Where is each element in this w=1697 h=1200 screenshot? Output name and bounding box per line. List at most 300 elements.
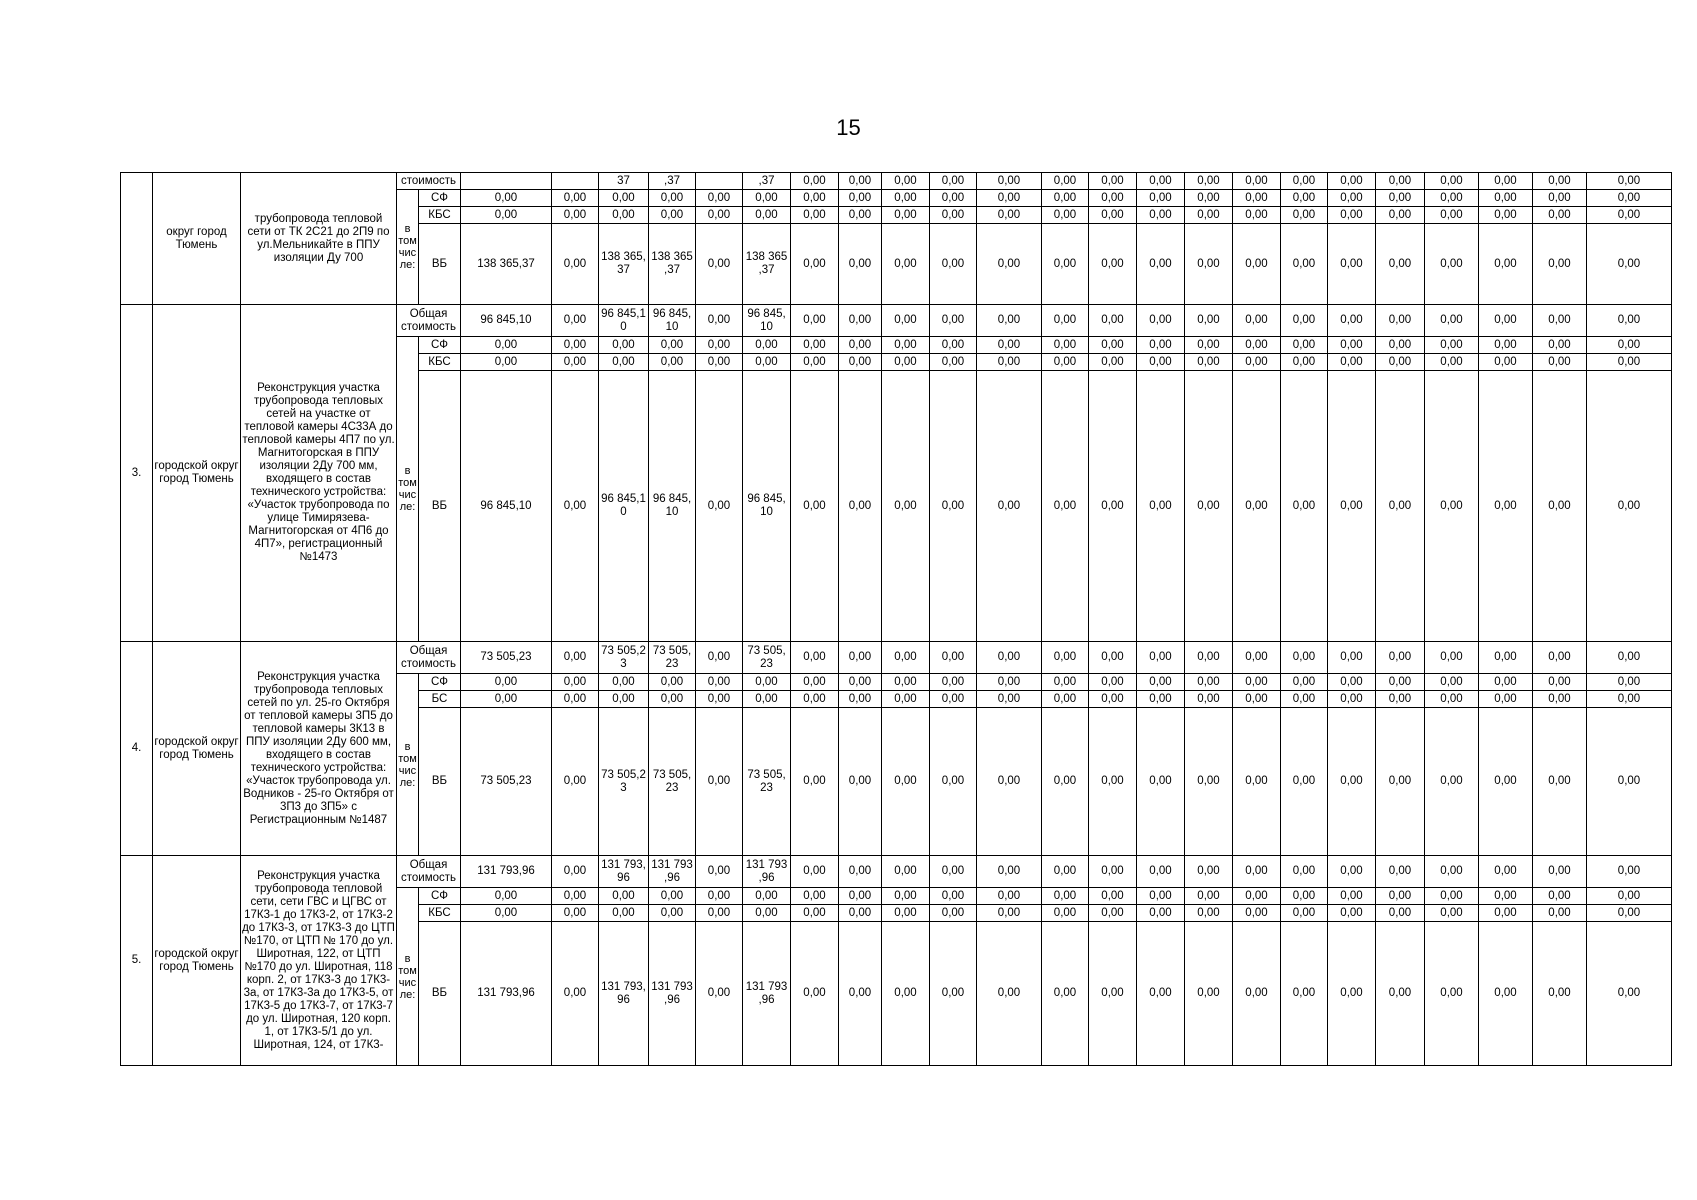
zero-cell: 0,00	[977, 856, 1042, 888]
funding-source-label: СФ	[419, 674, 461, 691]
funding-source-label: КБС	[419, 905, 461, 922]
funding-source-label: ВБ	[419, 922, 461, 1066]
zero-cell: 0,00	[839, 224, 882, 305]
value-cell: 131 793 ,96	[649, 922, 696, 1066]
zero-cell: 0,00	[1137, 922, 1185, 1066]
zero-cell: 0,00	[1328, 642, 1376, 674]
zero-cell: 0,00	[1042, 190, 1089, 207]
value-cell: 0,00	[743, 354, 791, 371]
zero-cell: 0,00	[839, 674, 882, 691]
zero-cell: 0,00	[1425, 305, 1479, 337]
zero-cell: 0,00	[1185, 305, 1233, 337]
zero-cell: 0,00	[1425, 371, 1479, 642]
zero-cell: 0,00	[1137, 708, 1185, 856]
value-cell: ,37	[649, 173, 696, 190]
value-cell: 0,00	[552, 905, 599, 922]
value-cell: 73 505, 23	[743, 642, 791, 674]
zero-cell: 0,00	[839, 708, 882, 856]
value-cell: 96 845, 10	[743, 305, 791, 337]
zero-cell: 0,00	[1089, 708, 1137, 856]
zero-cell: 0,00	[977, 922, 1042, 1066]
value-cell: 131 793 ,96	[743, 856, 791, 888]
zero-cell: 0,00	[882, 856, 930, 888]
zero-cell: 0,00	[791, 354, 839, 371]
zero-cell: 0,00	[882, 642, 930, 674]
zero-cell: 0,00	[1376, 224, 1425, 305]
zero-cell: 0,00	[977, 905, 1042, 922]
zero-cell: 0,00	[977, 190, 1042, 207]
zero-cell: 0,00	[1042, 224, 1089, 305]
zero-cell: 0,00	[791, 691, 839, 708]
zero-cell: 0,00	[1233, 708, 1281, 856]
zero-cell: 0,00	[791, 173, 839, 190]
zero-cell: 0,00	[1533, 708, 1587, 856]
zero-cell: 0,00	[1281, 642, 1328, 674]
zero-cell: 0,00	[1328, 371, 1376, 642]
table-row	[121, 642, 1672, 674]
zero-cell: 0,00	[1233, 691, 1281, 708]
zero-cell: 0,00	[1281, 371, 1328, 642]
zero-cell: 0,00	[1587, 190, 1672, 207]
zero-cell: 0,00	[1479, 856, 1533, 888]
zero-cell: 0,00	[1089, 354, 1137, 371]
zero-cell: 0,00	[882, 371, 930, 642]
value-cell: 0,00	[461, 354, 552, 371]
budget-table	[120, 172, 1672, 1066]
zero-cell: 0,00	[1376, 190, 1425, 207]
zero-cell: 0,00	[1185, 207, 1233, 224]
zero-cell: 0,00	[1587, 337, 1672, 354]
zero-cell: 0,00	[1233, 173, 1281, 190]
zero-cell: 0,00	[1185, 905, 1233, 922]
zero-cell: 0,00	[839, 337, 882, 354]
funding-source-label: ВБ	[419, 224, 461, 305]
value-cell: 0,00	[743, 691, 791, 708]
zero-cell: 0,00	[977, 224, 1042, 305]
zero-cell: 0,00	[791, 856, 839, 888]
municipality: городской округ город Тюмень	[153, 305, 241, 642]
zero-cell: 0,00	[1089, 674, 1137, 691]
zero-cell: 0,00	[1425, 856, 1479, 888]
zero-cell: 0,00	[1185, 922, 1233, 1066]
value-cell: 0,00	[696, 224, 743, 305]
zero-cell: 0,00	[1089, 905, 1137, 922]
zero-cell: 0,00	[839, 354, 882, 371]
page-number: 15	[836, 115, 861, 140]
zero-cell: 0,00	[1233, 642, 1281, 674]
zero-cell: 0,00	[1376, 354, 1425, 371]
value-cell: 73 505,2 3	[599, 708, 649, 856]
value-cell: 37	[599, 173, 649, 190]
zero-cell: 0,00	[1479, 371, 1533, 642]
zero-cell: 0,00	[882, 691, 930, 708]
value-cell: 73 505,23	[461, 708, 552, 856]
zero-cell: 0,00	[1425, 207, 1479, 224]
zero-cell: 0,00	[1137, 691, 1185, 708]
zero-cell: 0,00	[1042, 856, 1089, 888]
zero-cell: 0,00	[1425, 922, 1479, 1066]
zero-cell: 0,00	[1425, 224, 1479, 305]
funding-source-label: СФ	[419, 190, 461, 207]
zero-cell: 0,00	[1233, 905, 1281, 922]
zero-cell: 0,00	[1479, 905, 1533, 922]
value-cell: 0,00	[743, 207, 791, 224]
zero-cell: 0,00	[791, 888, 839, 905]
municipality: городской округ город Тюмень	[153, 642, 241, 856]
value-cell: 131 793, 96	[599, 922, 649, 1066]
value-cell: 0,00	[461, 674, 552, 691]
zero-cell: 0,00	[882, 305, 930, 337]
value-cell: 0,00	[696, 674, 743, 691]
zero-cell: 0,00	[930, 354, 977, 371]
zero-cell: 0,00	[1281, 305, 1328, 337]
value-cell: 0,00	[696, 190, 743, 207]
zero-cell: 0,00	[1185, 856, 1233, 888]
zero-cell: 0,00	[1533, 354, 1587, 371]
zero-cell: 0,00	[882, 922, 930, 1066]
zero-cell: 0,00	[1137, 856, 1185, 888]
zero-cell: 0,00	[1425, 190, 1479, 207]
zero-cell: 0,00	[930, 674, 977, 691]
record-number: 3.	[121, 305, 153, 642]
zero-cell: 0,00	[930, 691, 977, 708]
zero-cell: 0,00	[1425, 674, 1479, 691]
zero-cell: 0,00	[1587, 354, 1672, 371]
value-cell: 131 793, 96	[599, 856, 649, 888]
zero-cell: 0,00	[1328, 173, 1376, 190]
zero-cell: 0,00	[882, 888, 930, 905]
value-cell: 0,00	[552, 224, 599, 305]
zero-cell: 0,00	[1185, 190, 1233, 207]
zero-cell: 0,00	[1479, 190, 1533, 207]
zero-cell: 0,00	[1533, 305, 1587, 337]
zero-cell: 0,00	[1587, 691, 1672, 708]
zero-cell: 0,00	[1233, 337, 1281, 354]
including-label: в том чис ле:	[397, 888, 419, 1066]
value-cell: 131 793 ,96	[649, 856, 696, 888]
funding-source-label: СФ	[419, 888, 461, 905]
zero-cell: 0,00	[1185, 354, 1233, 371]
value-cell: 0,00	[743, 674, 791, 691]
value-cell: 0,00	[696, 207, 743, 224]
work-description: трубопровода тепловой сети от ТК 2С21 до 2П9 по ул.Мельникайте в ППУ изоляции Ду 700	[241, 173, 397, 305]
value-cell: 0,00	[649, 888, 696, 905]
zero-cell: 0,00	[1042, 708, 1089, 856]
zero-cell: 0,00	[1137, 337, 1185, 354]
value-cell: 0,00	[696, 691, 743, 708]
zero-cell: 0,00	[791, 305, 839, 337]
value-cell: 96 845,10	[461, 371, 552, 642]
zero-cell: 0,00	[1425, 337, 1479, 354]
zero-cell: 0,00	[1042, 371, 1089, 642]
work-description: Реконструкция участка трубопровода тепловых сетей на участке от тепловой камеры 4С33А до тепловой камеры 4П7 по ул. Магнитогорская в ППУ изоляции 2Ду 700 мм, входящего в состав технического устройства: «Участок трубопровода по улице Тимирязева-Магнитогорская от 4П6 до 4П7», регистрационный №1473	[241, 305, 397, 642]
zero-cell: 0,00	[1533, 207, 1587, 224]
value-cell: 0,00	[461, 207, 552, 224]
zero-cell: 0,00	[930, 905, 977, 922]
zero-cell: 0,00	[1533, 905, 1587, 922]
value-cell: 131 793 ,96	[743, 922, 791, 1066]
zero-cell: 0,00	[1089, 642, 1137, 674]
zero-cell: 0,00	[1328, 856, 1376, 888]
zero-cell: 0,00	[1587, 674, 1672, 691]
zero-cell: 0,00	[930, 371, 977, 642]
zero-cell: 0,00	[1328, 674, 1376, 691]
zero-cell: 0,00	[839, 856, 882, 888]
value-cell: 73 505, 23	[649, 642, 696, 674]
zero-cell: 0,00	[1376, 905, 1425, 922]
zero-cell: 0,00	[1587, 642, 1672, 674]
value-cell: 0,00	[649, 207, 696, 224]
zero-cell: 0,00	[1587, 371, 1672, 642]
zero-cell: 0,00	[1587, 305, 1672, 337]
funding-source-label: ВБ	[419, 708, 461, 856]
zero-cell: 0,00	[839, 173, 882, 190]
zero-cell: 0,00	[1533, 224, 1587, 305]
zero-cell: 0,00	[977, 305, 1042, 337]
record-number: 4.	[121, 642, 153, 856]
value-cell: 0,00	[461, 691, 552, 708]
zero-cell: 0,00	[1281, 207, 1328, 224]
zero-cell: 0,00	[1425, 691, 1479, 708]
value-cell: 0,00	[696, 856, 743, 888]
cost-label: стоимость	[397, 173, 461, 190]
zero-cell: 0,00	[1533, 888, 1587, 905]
value-cell: 0,00	[599, 691, 649, 708]
zero-cell: 0,00	[1533, 337, 1587, 354]
value-cell	[461, 173, 552, 190]
value-cell: 0,00	[552, 642, 599, 674]
zero-cell: 0,00	[1376, 207, 1425, 224]
zero-cell: 0,00	[1137, 905, 1185, 922]
zero-cell: 0,00	[1587, 888, 1672, 905]
zero-cell: 0,00	[1376, 691, 1425, 708]
zero-cell: 0,00	[1533, 856, 1587, 888]
zero-cell: 0,00	[791, 708, 839, 856]
zero-cell: 0,00	[1281, 922, 1328, 1066]
zero-cell: 0,00	[1042, 642, 1089, 674]
table-row	[121, 856, 1672, 888]
value-cell: 0,00	[552, 371, 599, 642]
zero-cell: 0,00	[1479, 337, 1533, 354]
value-cell: 0,00	[552, 856, 599, 888]
including-label: в том чис ле:	[397, 190, 419, 305]
zero-cell: 0,00	[1042, 207, 1089, 224]
zero-cell: 0,00	[882, 905, 930, 922]
zero-cell: 0,00	[1089, 337, 1137, 354]
zero-cell: 0,00	[1376, 371, 1425, 642]
value-cell: 96 845,10	[461, 305, 552, 337]
zero-cell: 0,00	[1233, 674, 1281, 691]
zero-cell: 0,00	[1479, 691, 1533, 708]
zero-cell: 0,00	[1089, 922, 1137, 1066]
zero-cell: 0,00	[1137, 190, 1185, 207]
value-cell: 96 845, 10	[743, 371, 791, 642]
zero-cell: 0,00	[977, 888, 1042, 905]
zero-cell: 0,00	[1479, 207, 1533, 224]
funding-source-label: БС	[419, 691, 461, 708]
zero-cell: 0,00	[791, 642, 839, 674]
zero-cell: 0,00	[1042, 305, 1089, 337]
value-cell: 0,00	[552, 354, 599, 371]
zero-cell: 0,00	[1233, 856, 1281, 888]
zero-cell: 0,00	[1042, 691, 1089, 708]
zero-cell: 0,00	[1233, 224, 1281, 305]
value-cell: 138 365 ,37	[649, 224, 696, 305]
zero-cell: 0,00	[1089, 305, 1137, 337]
value-cell: 0,00	[552, 305, 599, 337]
zero-cell: 0,00	[1533, 642, 1587, 674]
zero-cell: 0,00	[1425, 173, 1479, 190]
zero-cell: 0,00	[1533, 371, 1587, 642]
zero-cell: 0,00	[1479, 354, 1533, 371]
zero-cell: 0,00	[1042, 674, 1089, 691]
zero-cell: 0,00	[1587, 708, 1672, 856]
zero-cell: 0,00	[1233, 922, 1281, 1066]
zero-cell: 0,00	[1233, 190, 1281, 207]
value-cell: 131 793,96	[461, 922, 552, 1066]
funding-source-label: ВБ	[419, 371, 461, 642]
zero-cell: 0,00	[1376, 337, 1425, 354]
zero-cell: 0,00	[977, 642, 1042, 674]
zero-cell: 0,00	[882, 337, 930, 354]
zero-cell: 0,00	[1479, 305, 1533, 337]
funding-source-label: КБС	[419, 207, 461, 224]
cost-label: Общая стоимость	[397, 856, 461, 888]
zero-cell: 0,00	[1137, 224, 1185, 305]
value-cell: 0,00	[696, 905, 743, 922]
cost-label: Общая стоимость	[397, 642, 461, 674]
zero-cell: 0,00	[882, 224, 930, 305]
value-cell: 0,00	[552, 674, 599, 691]
zero-cell: 0,00	[1328, 224, 1376, 305]
zero-cell: 0,00	[1042, 173, 1089, 190]
value-cell: 0,00	[649, 190, 696, 207]
zero-cell: 0,00	[882, 207, 930, 224]
zero-cell: 0,00	[977, 708, 1042, 856]
zero-cell: 0,00	[930, 224, 977, 305]
value-cell: 0,00	[696, 642, 743, 674]
zero-cell: 0,00	[882, 708, 930, 856]
zero-cell: 0,00	[1376, 305, 1425, 337]
value-cell: 73 505, 23	[743, 708, 791, 856]
table-row	[121, 305, 1672, 337]
zero-cell: 0,00	[1328, 337, 1376, 354]
value-cell: 0,00	[599, 888, 649, 905]
zero-cell: 0,00	[791, 905, 839, 922]
zero-cell: 0,00	[791, 224, 839, 305]
value-cell: 0,00	[461, 888, 552, 905]
zero-cell: 0,00	[1281, 888, 1328, 905]
value-cell: 0,00	[649, 691, 696, 708]
zero-cell: 0,00	[839, 922, 882, 1066]
zero-cell: 0,00	[1185, 642, 1233, 674]
zero-cell: 0,00	[839, 888, 882, 905]
zero-cell: 0,00	[1328, 207, 1376, 224]
zero-cell: 0,00	[930, 337, 977, 354]
zero-cell: 0,00	[977, 173, 1042, 190]
value-cell: 0,00	[696, 371, 743, 642]
value-cell: 0,00	[696, 888, 743, 905]
zero-cell: 0,00	[1328, 905, 1376, 922]
zero-cell: 0,00	[1042, 354, 1089, 371]
value-cell: 0,00	[743, 337, 791, 354]
zero-cell: 0,00	[1281, 190, 1328, 207]
value-cell: 0,00	[599, 905, 649, 922]
value-cell	[696, 173, 743, 190]
value-cell: 0,00	[599, 190, 649, 207]
zero-cell: 0,00	[839, 371, 882, 642]
cost-label: Общая стоимость	[397, 305, 461, 337]
value-cell: 0,00	[599, 354, 649, 371]
value-cell: 96 845,1 0	[599, 305, 649, 337]
zero-cell: 0,00	[1479, 224, 1533, 305]
zero-cell: 0,00	[1042, 337, 1089, 354]
including-label: в том чис ле:	[397, 337, 419, 642]
zero-cell: 0,00	[1281, 354, 1328, 371]
zero-cell: 0,00	[1281, 856, 1328, 888]
zero-cell: 0,00	[977, 371, 1042, 642]
zero-cell: 0,00	[1533, 922, 1587, 1066]
value-cell: 0,00	[696, 305, 743, 337]
zero-cell: 0,00	[791, 674, 839, 691]
zero-cell: 0,00	[1042, 888, 1089, 905]
zero-cell: 0,00	[1233, 888, 1281, 905]
value-cell: 73 505,23	[461, 642, 552, 674]
zero-cell: 0,00	[1137, 305, 1185, 337]
value-cell: 96 845, 10	[649, 371, 696, 642]
value-cell: 0,00	[649, 337, 696, 354]
zero-cell: 0,00	[1328, 708, 1376, 856]
zero-cell: 0,00	[930, 190, 977, 207]
value-cell: ,37	[743, 173, 791, 190]
zero-cell: 0,00	[1376, 708, 1425, 856]
work-description: Реконструкция участка трубопровода тепловой сети, сети ГВС и ЦГВС от 17К3-1 до 17К3-2, от 17К3-2 до 17К3-3, от 17К3-3 до ЦТП №170, от ЦТП № 170 до ул. Широтная, 122, от ЦТП №170 до ул. Широтная, 118 корп. 2, от 17К3-3 до 17К3-3а, от 17К3-3а до 17К3-5, от 17К3-5 до 17К3-7, от 17К3-7 до ул. Широтная, 120 корп. 1, от 17К3-5/1 до ул. Широтная, 124, от 17К3-	[241, 856, 397, 1066]
zero-cell: 0,00	[1233, 354, 1281, 371]
zero-cell: 0,00	[1185, 224, 1233, 305]
zero-cell: 0,00	[882, 173, 930, 190]
zero-cell: 0,00	[1089, 691, 1137, 708]
zero-cell: 0,00	[1376, 173, 1425, 190]
zero-cell: 0,00	[1587, 856, 1672, 888]
zero-cell: 0,00	[1089, 190, 1137, 207]
zero-cell: 0,00	[1425, 905, 1479, 922]
zero-cell: 0,00	[1533, 173, 1587, 190]
zero-cell: 0,00	[839, 190, 882, 207]
zero-cell: 0,00	[977, 674, 1042, 691]
zero-cell: 0,00	[1137, 674, 1185, 691]
zero-cell: 0,00	[1137, 207, 1185, 224]
table-row	[121, 173, 1672, 190]
zero-cell: 0,00	[791, 207, 839, 224]
funding-source-label: КБС	[419, 354, 461, 371]
zero-cell: 0,00	[1533, 190, 1587, 207]
zero-cell: 0,00	[1587, 207, 1672, 224]
zero-cell: 0,00	[1328, 190, 1376, 207]
zero-cell: 0,00	[1479, 173, 1533, 190]
zero-cell: 0,00	[1137, 888, 1185, 905]
zero-cell: 0,00	[1328, 888, 1376, 905]
value-cell: 0,00	[461, 905, 552, 922]
value-cell: 0,00	[743, 888, 791, 905]
zero-cell: 0,00	[930, 173, 977, 190]
zero-cell: 0,00	[1425, 708, 1479, 856]
zero-cell: 0,00	[1281, 674, 1328, 691]
zero-cell: 0,00	[791, 371, 839, 642]
zero-cell: 0,00	[791, 190, 839, 207]
value-cell: 96 845,1 0	[599, 371, 649, 642]
value-cell: 0,00	[599, 674, 649, 691]
value-cell: 0,00	[599, 207, 649, 224]
